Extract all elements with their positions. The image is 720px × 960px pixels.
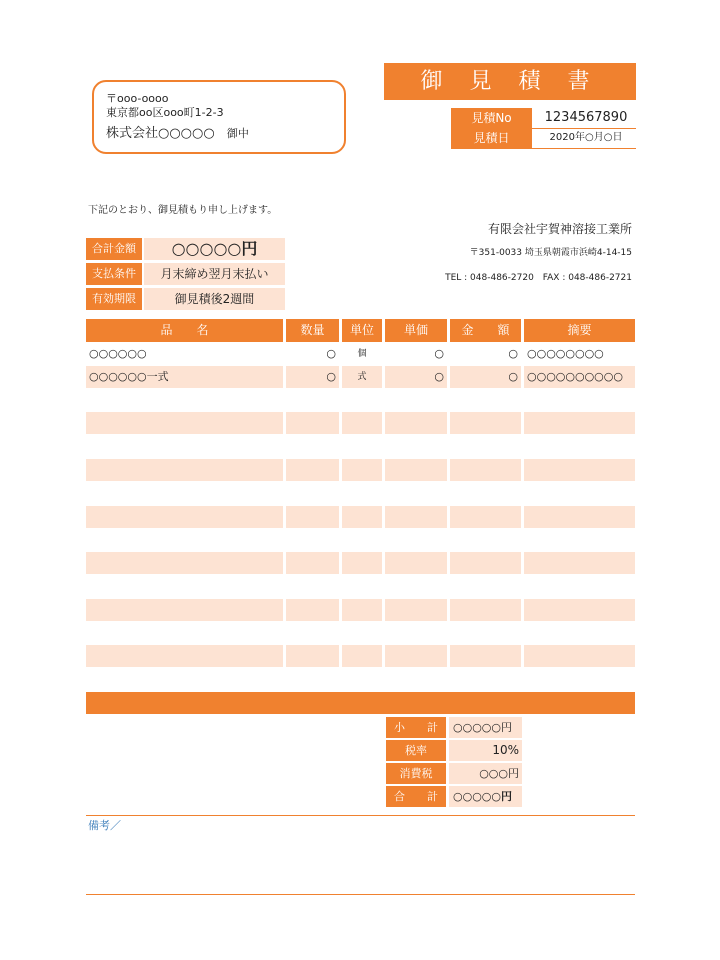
empty-cell bbox=[450, 412, 521, 434]
empty-cell bbox=[385, 622, 447, 644]
payment-terms-label: 支払条件 bbox=[86, 263, 142, 285]
empty-cell bbox=[342, 412, 382, 434]
empty-cell bbox=[450, 389, 521, 411]
empty-cell bbox=[342, 552, 382, 574]
empty-cell bbox=[342, 436, 382, 458]
consumption-tax-number: ○○○ bbox=[479, 767, 508, 780]
total-amount-number: ○○○○○ bbox=[171, 239, 242, 258]
cell-item: ○○○○○○一式 bbox=[86, 366, 283, 388]
empty-cell bbox=[385, 599, 447, 621]
tax-rate-label: 税率 bbox=[386, 740, 446, 761]
recipient-address: 東京都oo区ooo町1-2-3 bbox=[106, 106, 224, 119]
cell-note: ○○○○○○○○ bbox=[527, 347, 604, 360]
empty-cell bbox=[524, 669, 635, 691]
empty-cell bbox=[286, 575, 339, 597]
empty-cell bbox=[342, 669, 382, 691]
subtotal-label: 小 計 bbox=[386, 717, 446, 738]
total-amount-label: 合計金額 bbox=[86, 238, 142, 260]
cell-amount: ○ bbox=[508, 347, 518, 360]
empty-cell bbox=[450, 669, 521, 691]
cell-qty: ○ bbox=[326, 347, 336, 360]
payment-terms-value: 月末締め翌月末払い bbox=[144, 263, 285, 285]
total-amount-unit: 円 bbox=[241, 239, 258, 258]
empty-cell bbox=[450, 575, 521, 597]
empty-cell bbox=[86, 669, 283, 691]
empty-cell bbox=[385, 482, 447, 504]
empty-cell bbox=[86, 599, 283, 621]
estimate-number-value: 1234567890 bbox=[544, 110, 628, 125]
empty-cell bbox=[450, 645, 521, 667]
cell-price: ○ bbox=[434, 347, 444, 360]
estimate-number-label: 見積No bbox=[451, 108, 532, 128]
empty-cell bbox=[86, 575, 283, 597]
issuer-address: 〒351-0033 埼玉県朝霞市浜崎4-14-15 bbox=[469, 248, 632, 258]
remarks-label: 備考／ bbox=[88, 819, 121, 832]
empty-cell bbox=[524, 529, 635, 551]
column-header-amount: 金 額 bbox=[450, 319, 521, 342]
empty-cell bbox=[286, 599, 339, 621]
empty-cell bbox=[286, 529, 339, 551]
recipient-company-line bbox=[106, 126, 249, 142]
column-header-item: 品 名 bbox=[86, 319, 283, 342]
tax-rate-value: 10% bbox=[449, 740, 522, 761]
empty-cell bbox=[524, 459, 635, 481]
column-header-qty: 数量 bbox=[286, 319, 339, 342]
empty-cell bbox=[286, 506, 339, 528]
cell-qty: ○ bbox=[286, 366, 339, 388]
empty-cell bbox=[524, 575, 635, 597]
cell-item: ○○○○○○ bbox=[89, 347, 147, 360]
empty-cell bbox=[86, 552, 283, 574]
cell-unit: 式 bbox=[342, 366, 382, 388]
estimate-date-value: 2020年○月○日 bbox=[549, 132, 623, 143]
subtotal-number: ○○○○○ bbox=[453, 721, 501, 734]
table-footer-bar bbox=[86, 692, 635, 714]
intro-text: 下記のとおり、御見積もり申し上げます。 bbox=[88, 205, 278, 216]
empty-cell bbox=[86, 622, 283, 644]
empty-cell bbox=[86, 506, 283, 528]
empty-cell bbox=[385, 645, 447, 667]
empty-cell bbox=[286, 482, 339, 504]
empty-cell bbox=[342, 482, 382, 504]
cell-note: ○○○○○○○○○○ bbox=[524, 366, 635, 388]
empty-cell bbox=[450, 622, 521, 644]
empty-cell bbox=[86, 645, 283, 667]
grand-total-label: 合 計 bbox=[386, 786, 446, 807]
empty-cell bbox=[342, 529, 382, 551]
empty-cell bbox=[524, 482, 635, 504]
empty-cell bbox=[450, 529, 521, 551]
empty-cell bbox=[450, 459, 521, 481]
empty-cell bbox=[524, 622, 635, 644]
empty-cell bbox=[524, 389, 635, 411]
empty-cell bbox=[286, 412, 339, 434]
empty-cell bbox=[342, 389, 382, 411]
empty-cell bbox=[342, 506, 382, 528]
empty-cell bbox=[286, 389, 339, 411]
remarks-top-line bbox=[86, 815, 635, 816]
document-title: 御 見 積 書 bbox=[384, 63, 636, 100]
empty-cell bbox=[86, 412, 283, 434]
empty-cell bbox=[524, 552, 635, 574]
recipient-company: 株式会社○○○○○ bbox=[106, 126, 215, 141]
grand-total-number: ○○○○○ bbox=[453, 790, 501, 803]
meta-divider bbox=[451, 148, 636, 149]
validity-value: 御見積後2週間 bbox=[144, 288, 285, 310]
empty-cell bbox=[286, 436, 339, 458]
empty-cell bbox=[385, 552, 447, 574]
empty-cell bbox=[524, 412, 635, 434]
issuer-contact: TEL : 048-486-2720 FAX : 048-486-2721 bbox=[445, 273, 632, 283]
empty-cell bbox=[342, 645, 382, 667]
empty-cell bbox=[450, 552, 521, 574]
consumption-tax-unit: 円 bbox=[508, 767, 519, 780]
empty-cell bbox=[86, 459, 283, 481]
remarks-bottom-line bbox=[86, 894, 635, 895]
subtotal-value bbox=[449, 717, 522, 738]
empty-cell bbox=[385, 575, 447, 597]
estimate-date-label: 見積日 bbox=[451, 128, 532, 148]
empty-cell bbox=[450, 436, 521, 458]
empty-cell bbox=[385, 669, 447, 691]
total-amount-value bbox=[144, 238, 285, 260]
validity-label: 有効期限 bbox=[86, 288, 142, 310]
empty-cell bbox=[524, 506, 635, 528]
grand-total-unit: 円 bbox=[501, 790, 512, 803]
grand-total-value bbox=[449, 786, 522, 807]
empty-cell bbox=[342, 459, 382, 481]
cell-amount: ○ bbox=[450, 366, 521, 388]
cell-unit: 個 bbox=[357, 349, 367, 359]
recipient-box bbox=[92, 80, 346, 154]
empty-cell bbox=[450, 599, 521, 621]
empty-cell bbox=[385, 459, 447, 481]
subtotal-unit: 円 bbox=[501, 721, 512, 734]
empty-cell bbox=[86, 436, 283, 458]
empty-cell bbox=[286, 552, 339, 574]
empty-cell bbox=[342, 599, 382, 621]
empty-cell bbox=[286, 459, 339, 481]
empty-cell bbox=[385, 412, 447, 434]
column-header-note: 摘要 bbox=[524, 319, 635, 342]
recipient-honorific: 御中 bbox=[226, 127, 249, 140]
empty-cell bbox=[524, 645, 635, 667]
empty-cell bbox=[385, 529, 447, 551]
empty-cell bbox=[342, 575, 382, 597]
column-header-price: 単価 bbox=[385, 319, 447, 342]
empty-cell bbox=[450, 482, 521, 504]
empty-cell bbox=[450, 506, 521, 528]
empty-cell bbox=[286, 645, 339, 667]
consumption-tax-label: 消費税 bbox=[386, 763, 446, 784]
empty-cell bbox=[524, 436, 635, 458]
issuer-name: 有限会社宇賀神溶接工業所 bbox=[487, 222, 632, 236]
empty-cell bbox=[86, 529, 283, 551]
recipient-postal: 〒ooo-oooo bbox=[106, 92, 169, 105]
empty-cell bbox=[385, 389, 447, 411]
empty-cell bbox=[86, 482, 283, 504]
empty-cell bbox=[286, 669, 339, 691]
empty-cell bbox=[385, 436, 447, 458]
consumption-tax-value bbox=[449, 763, 522, 784]
empty-cell bbox=[342, 622, 382, 644]
empty-cell bbox=[286, 622, 339, 644]
empty-cell bbox=[86, 389, 283, 411]
empty-cell bbox=[385, 506, 447, 528]
column-header-unit: 単位 bbox=[342, 319, 382, 342]
cell-price: ○ bbox=[385, 366, 447, 388]
empty-cell bbox=[524, 599, 635, 621]
